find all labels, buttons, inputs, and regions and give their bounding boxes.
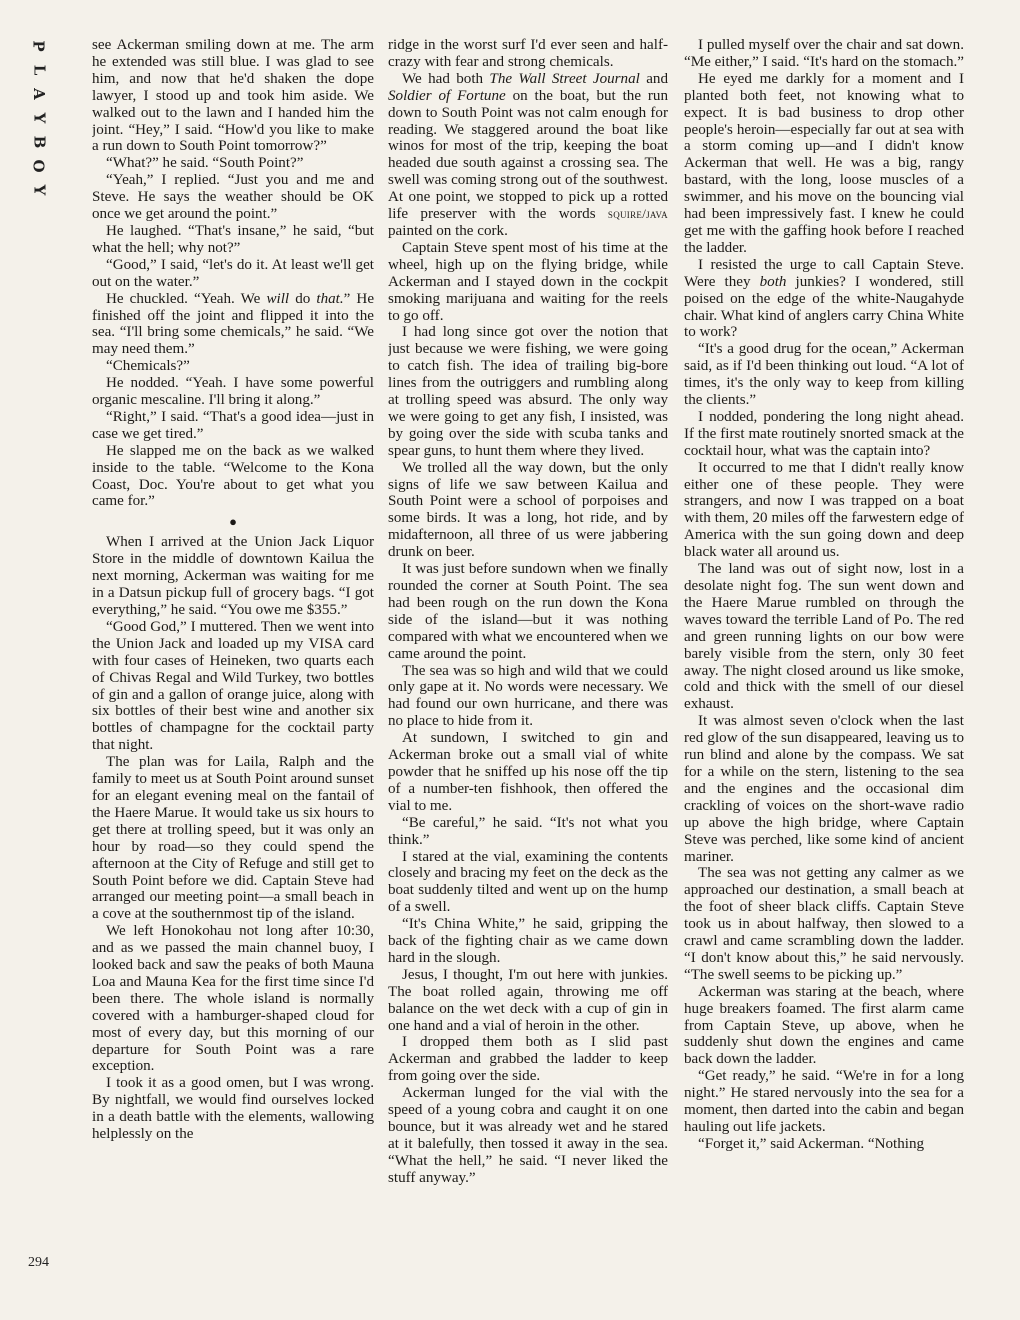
text-column-1 xyxy=(92,37,374,1282)
paragraph-text: Ackerman lunged for the vial with the speed of a young cobra and caught it on one bounce, but it was already wet and he stared at it balefully, then tossed it away in the sea. “What the hell,” he said. “I never liked the stuff anyway.” xyxy=(388,1085,668,1186)
italic-title: both xyxy=(759,273,787,290)
magazine-masthead xyxy=(28,34,50,202)
paragraph-text: “Good,” I said, “let's do it. At least we'll get out on the water.” xyxy=(92,256,374,290)
masthead-letter: P xyxy=(30,40,48,52)
paragraph-text: He slapped me on the back as we walked inside to the table. “Welcome to the Kona Coast, Doc. You're about to get what you came for.” xyxy=(92,442,374,510)
paragraph xyxy=(92,754,374,923)
paragraph-text: When I arrived at the Union Jack Liquor Store in the middle of downtown Kailua the next morning, Ackerman was waiting for me in a Datsun pickup full of grocery bags. “I got everything,” he said. “You owe me $355.” xyxy=(92,534,374,618)
paragraph xyxy=(684,1136,964,1153)
paragraph-text: He nodded. “Yeah. I have some powerful organic mescaline. I'll bring it along.” xyxy=(92,375,374,409)
paragraph-text: He chuckled. “Yeah. We xyxy=(106,290,267,307)
paragraph xyxy=(388,1034,668,1085)
paragraph-text: “Right,” I said. “That's a good idea—just in case we get tired.” xyxy=(92,408,374,442)
paragraph xyxy=(92,37,374,155)
paragraph xyxy=(684,561,964,713)
paragraph-text: “Get ready,” he said. “We're in for a long night.” He stared nervously into the sea for a moment, then darted into the cabin and began hauling out life jackets. xyxy=(684,1068,964,1135)
paragraph xyxy=(92,534,374,619)
italic-title: will xyxy=(266,290,290,307)
paragraph-text: junkies? I wondered, still poised on the edge of the white-Naugahyde chair. What kind of anglers carry China White to work? xyxy=(684,273,964,341)
paragraph-text: Ackerman was staring at the beach, where huge breakers foamed. The first alarm came from Captain Steve, up above, when he suddenly shut down the engines and came back down the ladder. xyxy=(684,983,964,1068)
paragraph xyxy=(388,849,668,917)
paragraph-text: It was just before sundown when we finally rounded the corner at South Point. The sea had been rough on the run down the Kona side of the island—but it was nothing compared with what we encountered when we came around the point. xyxy=(388,561,668,662)
section-break-dot xyxy=(92,510,374,534)
paragraph xyxy=(92,923,374,1075)
paragraph-text: “Be careful,” he said. “It's not what you think.” xyxy=(388,814,668,848)
paragraph-text: Captain Steve spent most of his time at the wheel, high up on the flying bridge, while Ackerman and I stayed down in the cockpit smoking marijuana and waiting for the reels to go off. xyxy=(388,239,668,324)
paragraph xyxy=(388,730,668,815)
paragraph xyxy=(388,663,668,731)
paragraph-text: “What?” he said. “South Point?” xyxy=(106,155,304,172)
paragraph-text: ● xyxy=(229,514,237,530)
paragraph-text: I dropped them both as I slid past Ackerman and grabbed the ladder to keep from going over the side. xyxy=(388,1034,668,1085)
paragraph xyxy=(684,409,964,460)
masthead-letter: Y xyxy=(30,112,48,124)
paragraph-text: The sea was not getting any calmer as we approached our destination, a small beach at the foot of sheer black cliffs. Captain Steve took us in about halfway, then slowed to a crawl and came scrambling down the ladder. “I don't know about this,” he said nervously. “The swell seems to be picking up.” xyxy=(684,865,964,983)
paragraph-text: ridge in the worst surf I'd ever seen and half-crazy with fear and strong chemicals. xyxy=(388,37,668,70)
paragraph-text: The plan was for Laila, Ralph and the family to meet us at South Point around sunset for an elegant evening meal on the fantail of the Haere Marue. It would take us six hours to get there at trolling speed, but it was only an hour by road—so they could spend the afternoon at the City of Refuge and still get to South Point before we did. Captain Steve had arranged our meeting point—a small beach in a cove at the southernmost tip of the island. xyxy=(92,754,374,923)
italic-title: that. xyxy=(316,290,344,307)
paragraph xyxy=(92,358,374,375)
masthead-letter: A xyxy=(29,88,48,100)
paragraph-text: He eyed me darkly for a moment and I planted both feet, not knowing what to expect. It is bad business to drop other people's heroin—especially far out at sea with a storm coming up—and I didn't know Ackerman that well. He was a big, rangy bastard, with the long, loose muscles of a swimmer, and his move on the bouncing vial had been impressively fast. I knew he could get me with the gaffing hook before I reached the ladder. xyxy=(684,70,964,256)
paragraph xyxy=(388,460,668,561)
paragraph-text: squire/java xyxy=(607,206,668,222)
paragraph xyxy=(684,984,964,1069)
page-number: 294 xyxy=(28,1255,49,1270)
paragraph xyxy=(684,257,964,342)
paragraph xyxy=(92,619,374,754)
paragraph-text: We trolled all the way down, but the only signs of life we saw between Kailua and South Point were a school of porpoises and some birds. It was a long, hot ride, and by midafternoon, all three of us were jabbering drunk on beer. xyxy=(388,459,668,561)
paragraph xyxy=(388,1085,668,1186)
paragraph-text: “Forget it,” said Ackerman. “Nothing xyxy=(698,1135,925,1152)
masthead-letter: Y xyxy=(30,184,48,196)
paragraph xyxy=(388,967,668,1035)
paragraph-text: It occurred to me that I didn't really know either one of these people. They were strangers, and now I was trapped on a boat with them, 20 miles off the farwestern edge of America with the sun going down and deep black water all around us. xyxy=(684,459,964,561)
paragraph xyxy=(684,713,964,865)
paragraph xyxy=(388,240,668,325)
paragraph xyxy=(92,257,374,291)
paragraph-text: It was almost seven o'clock when the last red glow of the sun disappeared, leaving us to run blind and alone by the compass. We sat for a while on the stern, listening to the sea and the engines and the occasional dim crackling of voices on the short-wave radio up above the high bridge, where Captain Steve was perched, like some kind of ancient mariner. xyxy=(684,713,964,865)
paragraph xyxy=(92,1075,374,1143)
paragraph xyxy=(388,815,668,849)
paragraph-text: “Chemicals?” xyxy=(106,358,190,375)
paragraph-text: The land was out of sight now, lost in a desolate night fog. The sun went down and the Haere Marue rumbled on through the waves toward the terrible Land of Po. The red and green running lights on our bow were barely visible from the stern, only 30 feet away. The night closed around us like smoke, cold and thick with the smell of our diesel exhaust. xyxy=(684,561,964,713)
paragraph-text: Jesus, I thought, I'm out here with junkies. The boat rolled again, throwing me off balance on the wet deck with a cup of gin in one hand and a vial of heroin in the other. xyxy=(388,966,668,1034)
paragraph xyxy=(684,865,964,983)
paragraph xyxy=(92,375,374,409)
masthead-letter: B xyxy=(30,135,48,149)
paragraph xyxy=(92,291,374,359)
paragraph-text: ” He finished off the joint and flipped it into the sea. “I'll bring some chemicals,” he said. “We may need them.” xyxy=(92,290,374,358)
paragraph xyxy=(388,916,668,967)
paragraph-text: and xyxy=(639,70,668,87)
paragraph xyxy=(92,172,374,223)
paragraph-text: I resisted the urge to call Captain Steve. Were they xyxy=(684,256,964,290)
paragraph xyxy=(684,1068,964,1136)
paragraph xyxy=(684,341,964,409)
paragraph-text: I took it as a good omen, but I was wrong. By nightfall, we would find ourselves locked in a death battle with the elements, wallowing helplessly on the xyxy=(92,1075,374,1143)
paragraph xyxy=(92,223,374,257)
paragraph-text: on the boat, but the run down to South Point was not calm enough for reading. We staggered around the boat like winos for most of the trip, keeping the boat headed due south against a crossing sea. The swell was coming strong out of the southwest. At one point, we stopped to pick up a rotted life preserver with the words xyxy=(388,87,668,223)
text-column-2 xyxy=(388,37,668,1282)
paragraph-text: “Yeah,” I replied. “Just you and me and Steve. He says the weather should be OK once we get around the point.” xyxy=(92,172,374,223)
paragraph xyxy=(684,71,964,257)
paragraph xyxy=(92,409,374,443)
paragraph-text: We had both xyxy=(402,70,490,87)
paragraph-text: “It's a good drug for the ocean,” Ackerman said, as if I'd been thinking out loud. “A lot of times, it's the only way to keep from killing the clients.” xyxy=(684,341,964,409)
paragraph xyxy=(92,443,374,511)
masthead-letter: L xyxy=(29,64,48,76)
paragraph xyxy=(388,37,668,71)
paragraph xyxy=(388,324,668,459)
text-column-3 xyxy=(684,37,964,1282)
paragraph xyxy=(92,155,374,172)
italic-title: The Wall Street Journal xyxy=(489,70,640,87)
paragraph-text: painted on the cork. xyxy=(388,222,508,239)
paragraph-text: “Good God,” I muttered. Then we went into the Union Jack and loaded up my VISA card with four cases of Heineken, two quarts each of Chivas Regal and Wild Turkey, two bottles of gin and a gallon of orange juice, along with six bottles of their best wine and another six bottles of champagne for the cocktail party that night. xyxy=(92,618,374,754)
paragraph-text: I nodded, pondering the long night ahead. If the first mate routinely snorted smack at the cocktail hour, what was the captain into? xyxy=(684,408,964,459)
paragraph-text: see Ackerman smiling down at me. The arm he extended was still blue. I was glad to see him, and now that he'd shaken the dope lawyer, I stood up and took him aside. We walked out to the lawn and I handed him the joint. “Hey,” I said. “How'd you like to make a run down to South Point tomorrow?” xyxy=(92,37,374,155)
paragraph xyxy=(388,561,668,662)
paragraph xyxy=(388,71,668,240)
paragraph xyxy=(684,460,964,561)
italic-title: Soldier of Fortune xyxy=(388,87,506,104)
paragraph-text: I pulled myself over the chair and sat down. “Me either,” I said. “It's hard on the stomach.” xyxy=(684,37,964,70)
paragraph-text: At sundown, I switched to gin and Ackerman broke out a small vial of white powder that he sniffed up his nose off the tip of a number-ten fishhook, then offered the vial to me. xyxy=(388,730,668,814)
paragraph xyxy=(684,37,964,71)
paragraph-text: I stared at the vial, examining the contents closely and bracing my feet on the deck as the boat suddenly tilted and went up on the hump of a swell. xyxy=(388,848,668,916)
paragraph-text: “It's China White,” he said, gripping the back of the fighting chair as we came down hard in the slough. xyxy=(388,916,668,966)
paragraph-text: We left Honokohau not long after 10:30, and as we passed the main channel buoy, I looked back and saw the peaks of both Mauna Loa and Mauna Kea for the first time since I'd been there. The whole island is normally covered with a hamburger-shaped cloud for most of every day, but this morning of our departure for South Point was a rare exception. xyxy=(92,923,374,1075)
masthead-letter: O xyxy=(29,159,48,173)
paragraph-text: The sea was so high and wild that we could only gape at it. No words were necessary. We had found our own hurricane, and there was no place to hide from it. xyxy=(388,662,668,730)
paragraph-text: He laughed. “That's insane,” he said, “but what the hell; why not?” xyxy=(92,222,374,256)
paragraph-text: do xyxy=(289,290,317,307)
paragraph-text: I had long since got over the notion that just because we were fishing, we were going to catch fish. The idea of trailing big-bore lines from the outriggers and rumbling along at trolling speed was absurd. The only way we were going to get any fish, I insisted, was by going over the side with scuba tanks and spear guns, to hunt them where they lived. xyxy=(388,324,668,459)
